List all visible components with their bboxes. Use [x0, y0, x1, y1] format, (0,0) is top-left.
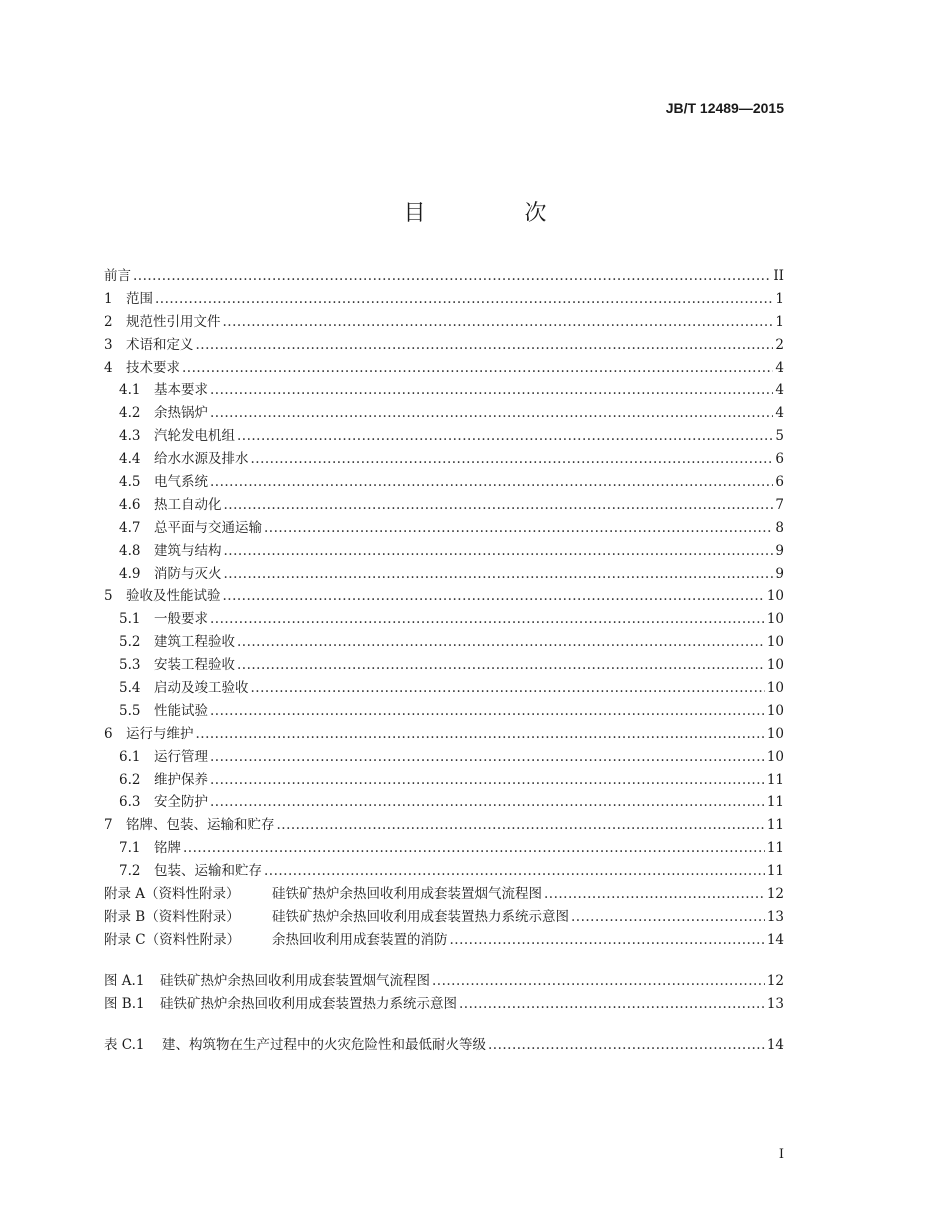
- toc-entry-page: 7: [775, 496, 784, 513]
- toc-entry[interactable]: [104, 768, 784, 791]
- toc-entry[interactable]: [104, 378, 784, 401]
- toc-entry-title: 消防与灭火: [154, 565, 222, 582]
- toc-entry-title: 建筑工程验收: [154, 634, 235, 651]
- toc-entry-title: 验收及性能试验: [126, 588, 221, 605]
- toc-entry-page: 13: [766, 908, 784, 925]
- page-title: 目 次: [403, 201, 593, 226]
- toc-entry-page: 10: [766, 725, 784, 742]
- toc-entry-page: 14: [766, 1036, 784, 1053]
- toc-entry[interactable]: [104, 722, 784, 745]
- toc-entry-title: 总平面与交通运输: [154, 519, 262, 536]
- toc-entry[interactable]: [104, 424, 784, 447]
- dot-leader: [182, 360, 773, 376]
- toc-entry[interactable]: [104, 745, 784, 768]
- toc-entry-title: 启动及竣工验收: [154, 680, 249, 697]
- dot-leader: [133, 268, 771, 284]
- toc-entry-title: 给水水源及排水: [154, 451, 249, 468]
- toc-entry[interactable]: [104, 493, 784, 516]
- toc-entry[interactable]: [104, 653, 784, 676]
- toc-entry-title: 性能试验: [154, 702, 208, 719]
- dot-leader: [210, 474, 773, 490]
- toc-entry[interactable]: [104, 333, 784, 356]
- toc-entry[interactable]: [104, 562, 784, 585]
- toc-entry-page: 6: [775, 451, 784, 468]
- toc-entry-title: 建筑与结构: [154, 542, 222, 559]
- toc-entry-number: 表 C.1: [104, 1036, 145, 1053]
- toc-entry-title: 规范性引用文件: [126, 313, 221, 330]
- dot-leader: [210, 703, 765, 719]
- toc-entry[interactable]: [104, 630, 784, 653]
- dot-leader: [251, 680, 765, 696]
- toc-entry-number: 附录 A（资料性附录）: [104, 886, 240, 903]
- toc-entry-number: 图 B.1: [104, 995, 145, 1012]
- toc-entry-title: 运行管理: [154, 748, 208, 765]
- toc-entry[interactable]: [104, 264, 784, 287]
- toc-entry-page: 11: [766, 771, 784, 788]
- toc-entry-number: 4.7: [119, 519, 141, 536]
- toc-entry-title: 安全防护: [154, 794, 208, 811]
- toc-entry-title: 汽轮发电机组: [154, 428, 235, 445]
- toc-entry[interactable]: [104, 1033, 784, 1056]
- toc-entry-title: 硅铁矿热炉余热回收利用成套装置热力系统示意图: [160, 995, 457, 1012]
- toc-entry-title: 硅铁矿热炉余热回收利用成套装置烟气流程图: [272, 886, 542, 903]
- dot-leader: [277, 817, 765, 833]
- toc-entry-number: 4.9: [119, 565, 141, 582]
- toc-entry[interactable]: [104, 676, 784, 699]
- toc-entry-title: 运行与维护: [126, 725, 194, 742]
- dot-leader: [155, 291, 773, 307]
- toc-entry-page: 14: [766, 931, 784, 948]
- toc-entry[interactable]: [104, 356, 784, 379]
- dot-leader: [459, 996, 765, 1012]
- toc-figure-entries: [104, 969, 784, 1015]
- toc-entry-page: 11: [766, 817, 784, 834]
- toc-entry-number: 7.2: [119, 863, 141, 880]
- toc-entry-title: 电气系统: [154, 474, 208, 491]
- dot-leader: [210, 405, 773, 421]
- toc-entry-title: 铭牌: [154, 840, 181, 857]
- table-of-contents: [104, 264, 784, 1055]
- dot-leader: [264, 863, 765, 879]
- toc-entry-number: 5.4: [119, 680, 141, 697]
- toc-entry-page: 13: [766, 995, 784, 1012]
- toc-entry-number: 4.4: [119, 451, 141, 468]
- toc-entry[interactable]: [104, 607, 784, 630]
- toc-entry-number: 6: [104, 725, 113, 742]
- toc-entry[interactable]: [104, 401, 784, 424]
- dot-leader: [223, 588, 765, 604]
- toc-entry-title: 一般要求: [154, 611, 208, 628]
- toc-entry-title: 硅铁矿热炉余热回收利用成套装置烟气流程图: [160, 972, 430, 989]
- toc-entry-number: 5.5: [119, 702, 141, 719]
- toc-entry[interactable]: [104, 928, 784, 951]
- toc-entry-title: 安装工程验收: [154, 657, 235, 674]
- dot-leader: [224, 543, 774, 559]
- toc-entry[interactable]: [104, 516, 784, 539]
- toc-entry-number: 7: [104, 817, 113, 834]
- dot-leader: [196, 337, 774, 353]
- toc-entry-page: 10: [766, 748, 784, 765]
- toc-entry-number: 附录 B（资料性附录）: [104, 908, 240, 925]
- dot-leader: [251, 451, 774, 467]
- dot-leader: [210, 382, 773, 398]
- toc-entry-page: 11: [766, 863, 784, 880]
- toc-entry[interactable]: [104, 813, 784, 836]
- dot-leader: [210, 794, 765, 810]
- toc-entry-page: 10: [766, 657, 784, 674]
- toc-entry-page: 1: [775, 290, 784, 307]
- toc-entry-page: 4: [775, 359, 784, 376]
- toc-entry-number: 6.1: [119, 748, 141, 765]
- toc-table-entries: [104, 1033, 784, 1056]
- toc-entry-page: 9: [775, 542, 784, 559]
- dot-leader: [237, 634, 765, 650]
- toc-entry-title: 包装、运输和贮存: [154, 863, 262, 880]
- toc-entry-number: 4.8: [119, 542, 141, 559]
- toc-entry-number: 5.2: [119, 634, 141, 651]
- toc-entry[interactable]: [104, 790, 784, 813]
- toc-entry[interactable]: [104, 882, 784, 905]
- dot-leader: [183, 840, 765, 856]
- toc-entry-number: 1: [104, 290, 113, 307]
- toc-entry-title: 硅铁矿热炉余热回收利用成套装置热力系统示意图: [272, 908, 569, 925]
- dot-leader: [488, 1037, 765, 1053]
- toc-entry-title: 前言: [104, 268, 131, 284]
- dot-leader: [237, 428, 773, 444]
- toc-entry-page: 10: [766, 702, 784, 719]
- toc-entry-title: 建、构筑物在生产过程中的火灾危险性和最低耐火等级: [162, 1036, 486, 1053]
- toc-entry[interactable]: [104, 699, 784, 722]
- toc-entry-title: 余热回收利用成套装置的消防: [272, 931, 448, 948]
- toc-entry-number: 附录 C（资料性附录）: [104, 931, 241, 948]
- toc-entry-number: 图 A.1: [104, 972, 145, 989]
- toc-entry[interactable]: [104, 470, 784, 493]
- toc-entry-page: 10: [766, 611, 784, 628]
- dot-leader: [544, 886, 765, 902]
- dot-leader: [223, 314, 774, 330]
- toc-entry[interactable]: [104, 969, 784, 992]
- toc-entry-number: 4.3: [119, 428, 141, 445]
- toc-entry-page: 11: [766, 840, 784, 857]
- dot-leader: [210, 749, 765, 765]
- toc-entry-title: 技术要求: [126, 359, 180, 376]
- toc-entry-title: 基本要求: [154, 382, 208, 399]
- toc-entry[interactable]: [104, 447, 784, 470]
- toc-entry-title: 维护保养: [154, 771, 208, 788]
- dot-leader: [571, 909, 765, 925]
- toc-entry-page: 10: [766, 680, 784, 697]
- toc-entry[interactable]: [104, 287, 784, 310]
- toc-entry-number: 4.6: [119, 496, 141, 513]
- toc-entry-page: 10: [766, 588, 784, 605]
- dot-leader: [224, 566, 774, 582]
- toc-entry-page: 5: [775, 428, 784, 445]
- toc-entry-number: 6.2: [119, 771, 141, 788]
- toc-entry-title: 热工自动化: [154, 496, 222, 513]
- toc-entry-number: 4.2: [119, 405, 141, 422]
- toc-entry-number: 7.1: [119, 840, 141, 857]
- dot-leader: [210, 772, 765, 788]
- page-number: I: [778, 1147, 784, 1162]
- toc-entry-number: 6.3: [119, 794, 141, 811]
- toc-entry[interactable]: [104, 859, 784, 882]
- toc-entry-page: 2: [775, 336, 784, 353]
- toc-entry-number: 3: [104, 336, 113, 353]
- toc-main-entries: [104, 264, 784, 951]
- toc-entry-page: 4: [775, 382, 784, 399]
- toc-entry-title: 铭牌、包装、运输和贮存: [126, 817, 275, 834]
- toc-entry-number: 5.3: [119, 657, 141, 674]
- toc-entry-page: 6: [775, 474, 784, 491]
- toc-entry-page: 10: [766, 634, 784, 651]
- toc-entry[interactable]: [104, 539, 784, 562]
- toc-entry[interactable]: [104, 905, 784, 928]
- dot-leader: [432, 973, 765, 989]
- toc-entry-title: 术语和定义: [126, 336, 194, 353]
- toc-entry-number: 4.5: [119, 474, 141, 491]
- toc-entry-page: 8: [775, 519, 784, 536]
- toc-entry-title: 余热锅炉: [154, 405, 208, 422]
- toc-entry-page: 12: [766, 972, 784, 989]
- toc-entry[interactable]: [104, 584, 784, 607]
- dot-leader: [450, 932, 765, 948]
- dot-leader: [210, 611, 765, 627]
- toc-entry-number: 4: [104, 359, 113, 376]
- dot-leader: [237, 657, 765, 673]
- dot-leader: [224, 497, 774, 513]
- toc-entry-page: 11: [766, 794, 784, 811]
- dot-leader: [196, 726, 765, 742]
- toc-entry-number: 5.1: [119, 611, 141, 628]
- toc-entry[interactable]: [104, 836, 784, 859]
- standard-code: JB/T 12489—2015: [665, 100, 784, 116]
- toc-entry-page: 4: [775, 405, 784, 422]
- toc-entry-page: 9: [775, 565, 784, 582]
- toc-entry[interactable]: [104, 992, 784, 1015]
- toc-entry-page: 1: [775, 313, 784, 330]
- toc-entry-number: 5: [104, 588, 113, 605]
- toc-entry-page: II: [773, 268, 784, 284]
- toc-entry-title: 范围: [126, 290, 153, 307]
- toc-entry-page: 12: [766, 886, 784, 903]
- toc-entry-number: 4.1: [119, 382, 141, 399]
- toc-entry-number: 2: [104, 313, 113, 330]
- dot-leader: [264, 520, 773, 536]
- toc-entry[interactable]: [104, 310, 784, 333]
